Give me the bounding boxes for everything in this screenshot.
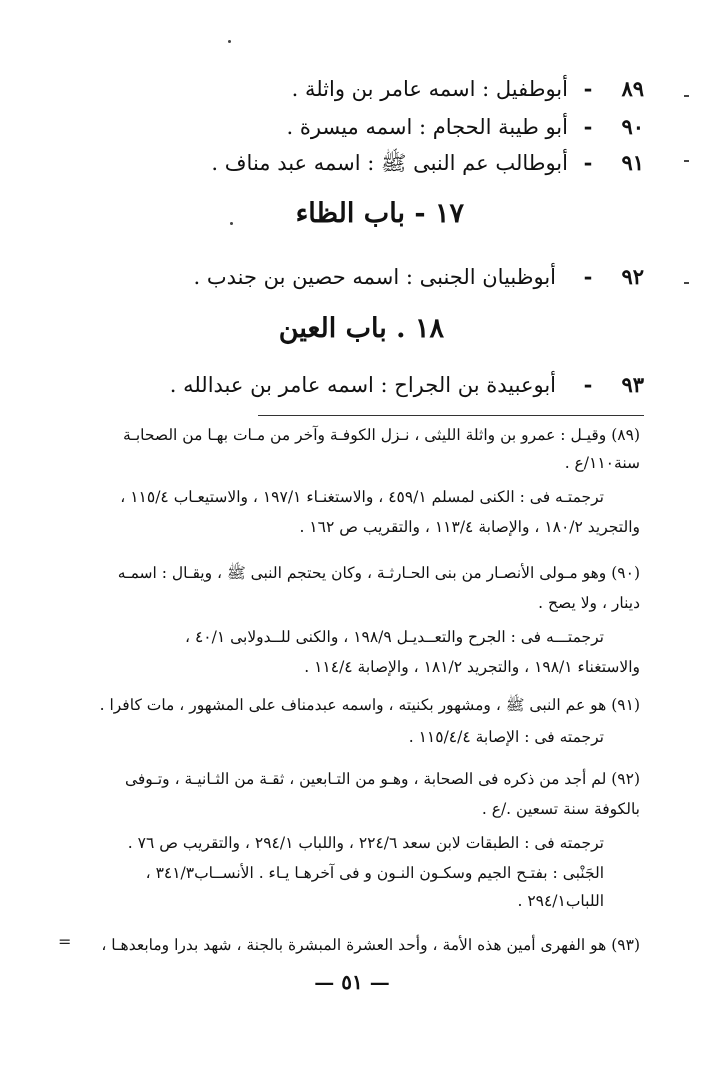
- entry-text: أبوطالب عم النبى ﷺ : اسمه عبد مناف .: [211, 151, 568, 175]
- footnote-line: والاستغناء ١٩٨/١ ، والتجريد ١٨١/٢ ، والإصابة ١١٤/٤ .: [304, 658, 640, 676]
- entry-text: أبوظبيان الجنبى : اسمه حصين بن جندب .: [193, 265, 556, 289]
- entry-90: [287, 112, 644, 142]
- speck-mark: [230, 222, 233, 225]
- entry-number: ٨٩: [621, 76, 644, 101]
- entry-93: [170, 370, 644, 400]
- footnote-line: سنة١١٠/ع .: [564, 454, 640, 472]
- footnote-line: دينار ، ولا يصح .: [538, 594, 640, 612]
- page-number: — ٥١ —: [314, 970, 390, 994]
- entry-dash: -: [583, 76, 593, 101]
- entry-92: [194, 262, 644, 292]
- entry-dash: -: [583, 114, 593, 139]
- footnote-line: (٨٩) وقيـل : عمرو بن واثلة الليثى ، نـزل الكوفـة وآخر من مـات بهـا من الصحابـة: [123, 426, 640, 444]
- entry-dash: -: [583, 264, 593, 289]
- entry-number: ٩٠: [621, 114, 644, 139]
- footnote-line: الجَنْبى : بفتـح الجيم وسكـون النـون و فى آخرهـا يـاء . الأنســاب٣٤١/٣ ،: [145, 864, 604, 882]
- footnote-line: (٩٢) لم أجد من ذكره فى الصحابة ، وهـو من التـابعين ، ثقـة من الثـانيـة ، وتـوفى: [124, 770, 640, 788]
- entry-text: أبوطفيل : اسمه عامر بن واثلة .: [291, 77, 568, 101]
- entry-number: ٩١: [621, 150, 644, 175]
- chapter-heading-18: ١٨ . باب العين: [278, 313, 444, 344]
- margin-dash: [684, 282, 689, 284]
- footnote-line: ترجمته فى : الإصابة ١١٥/٤/٤ .: [408, 728, 604, 746]
- footnote-line: ترجمتـه فى : الكنى لمسلم ٤٥٩/١ ، والاستغنـاء ١٩٧/١ ، والاستيعـاب ١١٥/٤ ،: [120, 488, 604, 506]
- entry-dash: -: [583, 150, 593, 175]
- continuation-mark: =: [58, 932, 72, 951]
- footnote-91: [90, 694, 640, 748]
- footnote-line: والتجريد ١٨٠/٢ ، والإصابة ١١٣/٤ ، والتقريب ص ١٦٢ .: [299, 518, 640, 536]
- entry-dash: -: [583, 372, 593, 397]
- footnote-line: (٩١) هو عم النبى ﷺ ، ومشهور بكنيته ، واسمه عبدمناف على المشهور ، مات كافرا .: [99, 696, 640, 714]
- footnote-89: [90, 424, 640, 538]
- chapter-heading-17: ١٧ - باب الظاء: [295, 198, 464, 229]
- footnote-line: اللباب٢٩٤/١ .: [517, 892, 604, 910]
- footnote-line: بالكوفة سنة تسعين ./ع .: [481, 800, 640, 818]
- speck-mark: [228, 40, 231, 43]
- entry-91: [211, 148, 644, 178]
- footnote-92: [90, 768, 640, 912]
- entry-text: أبوعبيدة بن الجراح : اسمه عامر بن عبدالله .: [169, 373, 556, 397]
- footnote-93: [90, 934, 640, 956]
- margin-dash: [684, 160, 689, 162]
- footnote-line: (٩٣) هو الفهرى أمين هذه الأمة ، وأحد العشرة المبشرة بالجنة ، شهد بدرا ومابعدهـا ،: [101, 936, 640, 954]
- footnote-divider: [258, 415, 644, 416]
- entry-number: ٩٣: [621, 372, 644, 397]
- margin-dash: [684, 95, 689, 97]
- footnote-90: [90, 562, 640, 678]
- entry-text: أبو طيبة الحجام : اسمه ميسرة .: [286, 115, 568, 139]
- footnote-line: ترجمته فى : الطبقات لابن سعد ٢٢٤/٦ ، واللباب ٢٩٤/١ ، والتقريب ص ٧٦ .: [127, 834, 604, 852]
- entry-number: ٩٢: [621, 264, 644, 289]
- entry-89: [292, 74, 644, 104]
- footnote-line: (٩٠) وهو مـولى الأنصـار من بنى الحـارثـة ، وكان يحتجم النبى ﷺ ، ويقـال : اسمـه: [117, 564, 640, 582]
- footnote-line: ترجمتـــه فى : الجرح والتعــديـل ١٩٨/٩ ، والكنى للــدولابى ٤٠/١ ،: [185, 628, 604, 646]
